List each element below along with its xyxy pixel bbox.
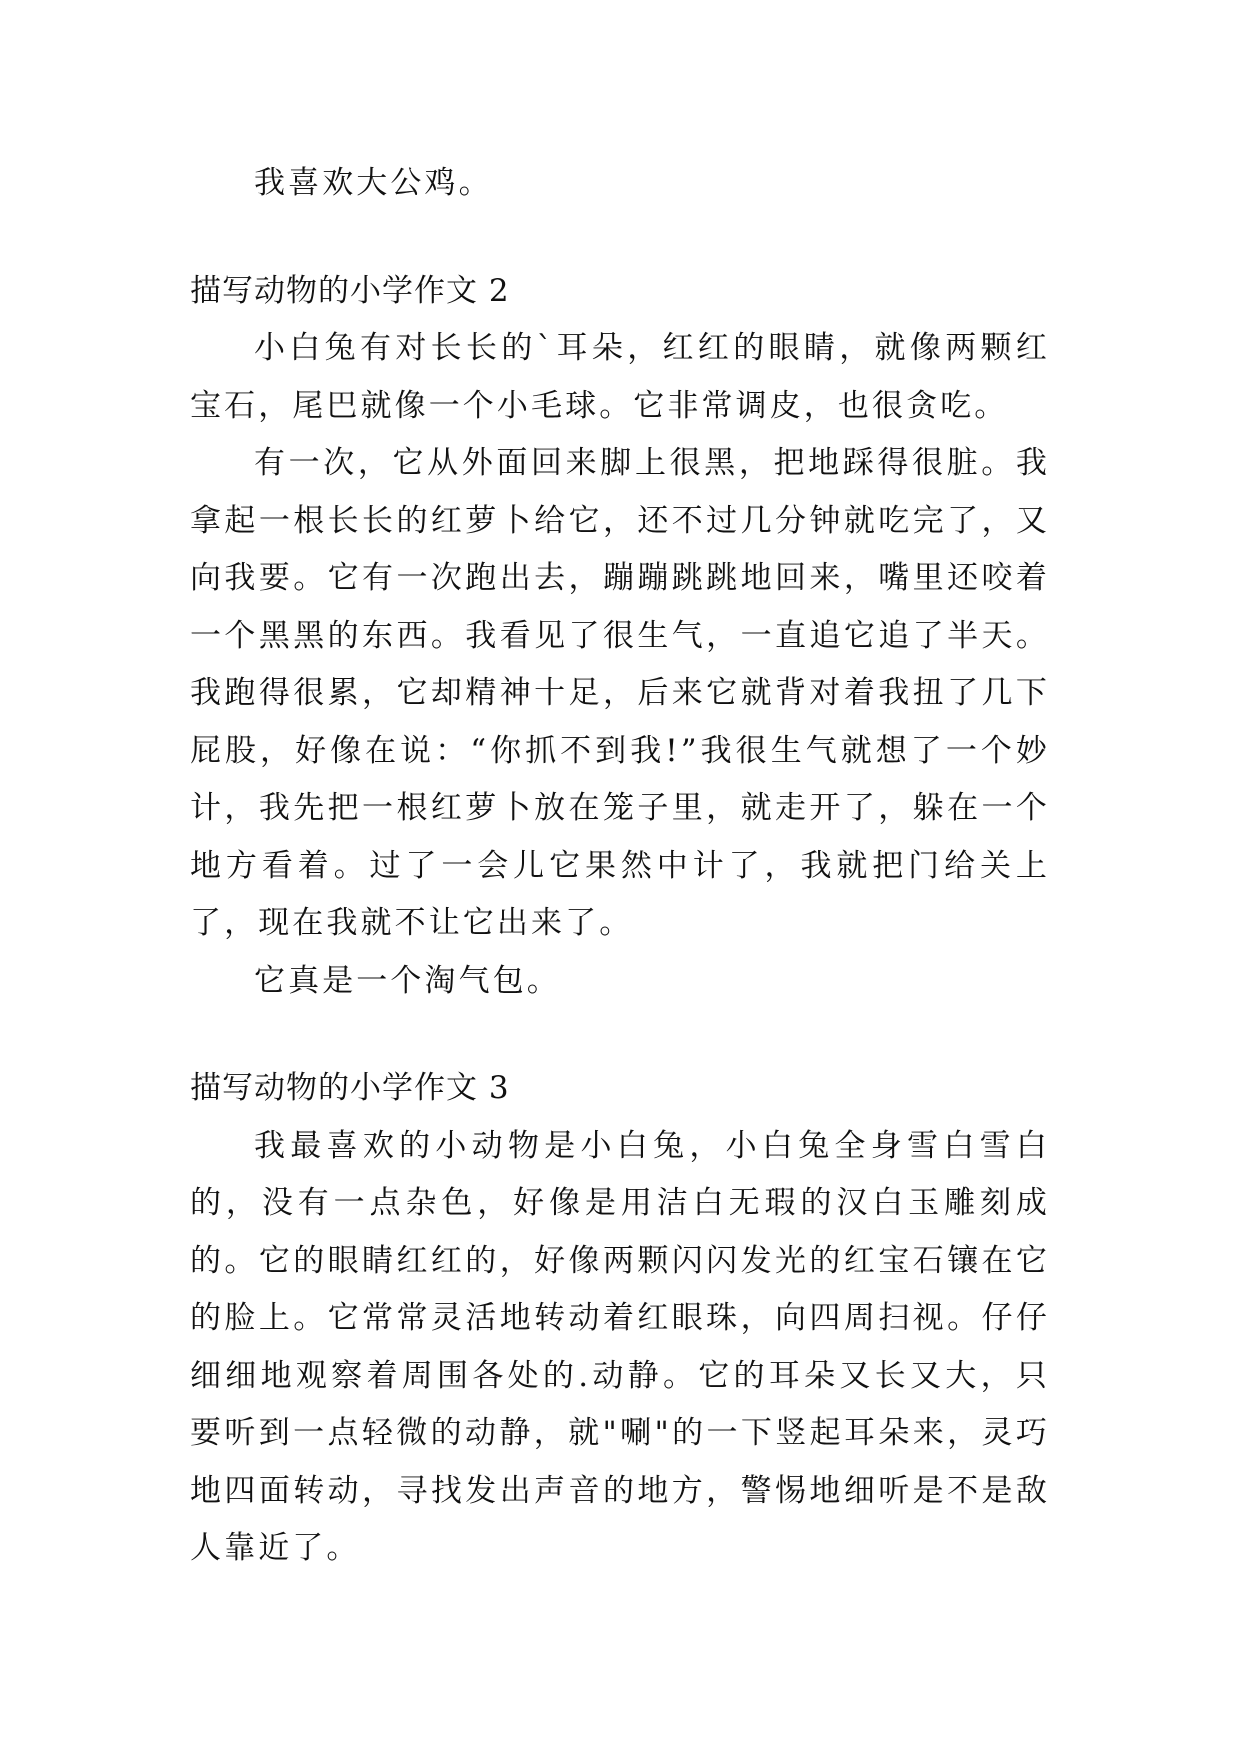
section-3-paragraph-1: 我最喜欢的小动物是小白兔，小白兔全身雪白雪白的，没有一点杂色，好像是用洁白无瑕的汉白玉雕刻成的。它的眼睛红红的，好像两颗闪闪发光的红宝石镶在它的脸上。它常常灵活地转动着红眼珠，向四周扫视。仔仔细细地观察着周围各处的.动静。它的耳朵又长又大，只要听到一点轻微的动静，就"唰"的一下竖起耳朵来，灵巧地四面转动，寻找发出声音的地方，警惕地细听是不是敌人靠近了。 (190, 1127, 1050, 1566)
section-2-heading: 描写动物的小学作文 2 (190, 272, 510, 309)
section-3-heading: 描写动物的小学作文 3 (190, 1070, 510, 1106)
section-2-paragraph-3: 它真是一个淘气包。 (254, 962, 561, 999)
document-body (190, 155, 1050, 1578)
section-2-paragraph-2: 有一次，它从外面回来脚上很黑，把地踩得很脏。我拿起一根长长的红萝卜给它，还不过几分钟就吃完了，又向我要。它有一次跑出去，蹦蹦跳跳地回来，嘴里还咬着一个黑黑的东西。我看见了很生气，一直追它追了半天。我跑得很累，它却精神十足，后来它就背对着我扭了几下屁股，好像在说：“你抓不到我!”我很生气就想了一个妙计，我先把一根红萝卜放在笼子里，就走开了，躲在一个地方看着。过了一会儿它果然中计了，我就把门给关上了，现在我就不让它出来了。 (190, 445, 1050, 941)
intro-closing-paragraph: 我喜欢大公鸡。 (254, 165, 493, 201)
section-2-paragraph-1: 小白兔有对长长的`耳朵，红红的眼睛，就像两颗红宝石，尾巴就像一个小毛球。它非常调皮，也很贪吃。 (190, 330, 1050, 424)
